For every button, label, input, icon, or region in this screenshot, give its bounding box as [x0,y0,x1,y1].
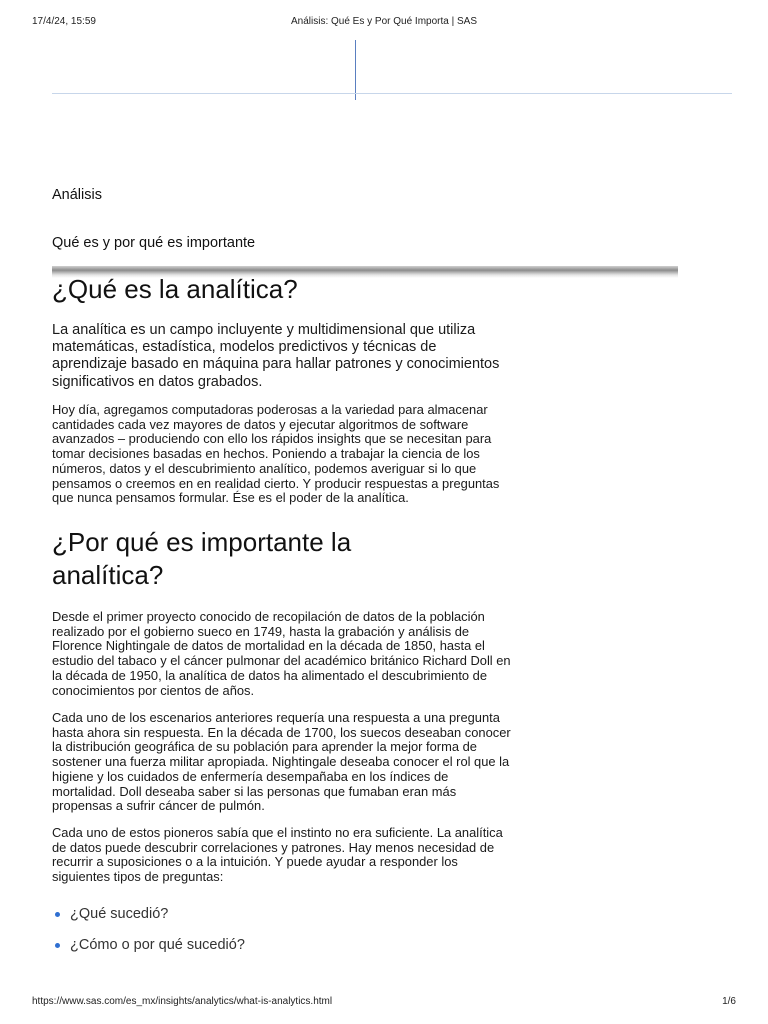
print-page-title: Análisis: Qué Es y Por Qué Importa | SAS [290,16,477,27]
section-eyebrow: Análisis [52,187,102,203]
heading-what-is-analytics: ¿Qué es la analítica? [52,274,298,304]
lead-paragraph: La analítica es un campo incluyente y multidimensional que utiliza matemáticas, estadística, modelos predictivos y técnicas de aprendizaje basado en máquina para hallar patrones y conocimientos significativos en datos grabados. [52,322,500,390]
question-text: ¿Qué sucedió? [70,906,169,922]
question-text: ¿Cómo o por qué sucedió? [70,937,245,953]
why-paragraph-history: Desde el primer proyecto conocido de recopilación de datos de la población realizado por el gobierno sueco en 1749, hasta la grabación y análisis de Florence Nightingale de datos de mortalidad en la década de 1850, hasta el estudio del tabaco y el cáncer pulmonar del académico británico Richard Doll en la década de 1950, la analítica de datos ha alimentado el descubrimiento de conocimientos por cientos de años. [52,609,511,698]
list-item [50,937,245,968]
bullet-dot-icon [55,943,60,948]
page-subtitle: Qué es y por qué es importante [52,235,256,251]
print-page-number: 1/6 [722,996,736,1007]
bullet-dot-icon [55,912,60,917]
list-item [50,906,245,937]
heading-why-analytics-matters: ¿Por qué es importante la analítica? [52,527,352,590]
why-paragraph-scenarios: Cada uno de los escenarios anteriores requería una respuesta a una pregunta hasta ahora sin respuesta. En la década de 1700, los suecos deseaban conocer la distribución geográfica de su población para aprender la mejor forma de sostener una fuerza militar apropiada. Nightingale deseaba conocer el rol que la higiene y los cuidados de enfermería desempañaba en los índices de mortalidad. Doll deseaba saber si las personas que fumaban eran más propensas a sufrir cáncer de pulmón. [52,710,511,814]
print-footer-url: https://www.sas.com/es_mx/insights/analytics/what-is-analytics.html [32,996,333,1007]
question-list [50,906,245,968]
header-horizontal-rule [52,93,732,94]
why-paragraph-pioneers: Cada uno de estos pioneros sabía que el instinto no era suficiente. La analítica de datos puede descubrir correlaciones y patrones. Hay menos necesidad de recurrir a suposiciones o a la intuición. Y puede ayudar a responder los siguientes tipos de preguntas: [52,825,503,885]
intro-paragraph: Hoy día, agregamos computadoras poderosas a la variedad para almacenar cantidades cada vez mayores de datos y ejecutar algoritmos de software avanzados – produciendo con ello los rápidos insights que se necesitan para tomar decisiones basadas en hechos. Poniendo a trabajar la ciencia de los números, datos y el descubrimiento analítico, podemos averiguar si lo que pensamos o creemos en en realidad cierto. Y producir respuestas a preguntas que nunca pensamos formular. Ése es el poder de la analítica. [52,402,500,506]
header-vertical-rule [355,40,356,100]
print-datetime: 17/4/24, 15:59 [32,16,96,27]
